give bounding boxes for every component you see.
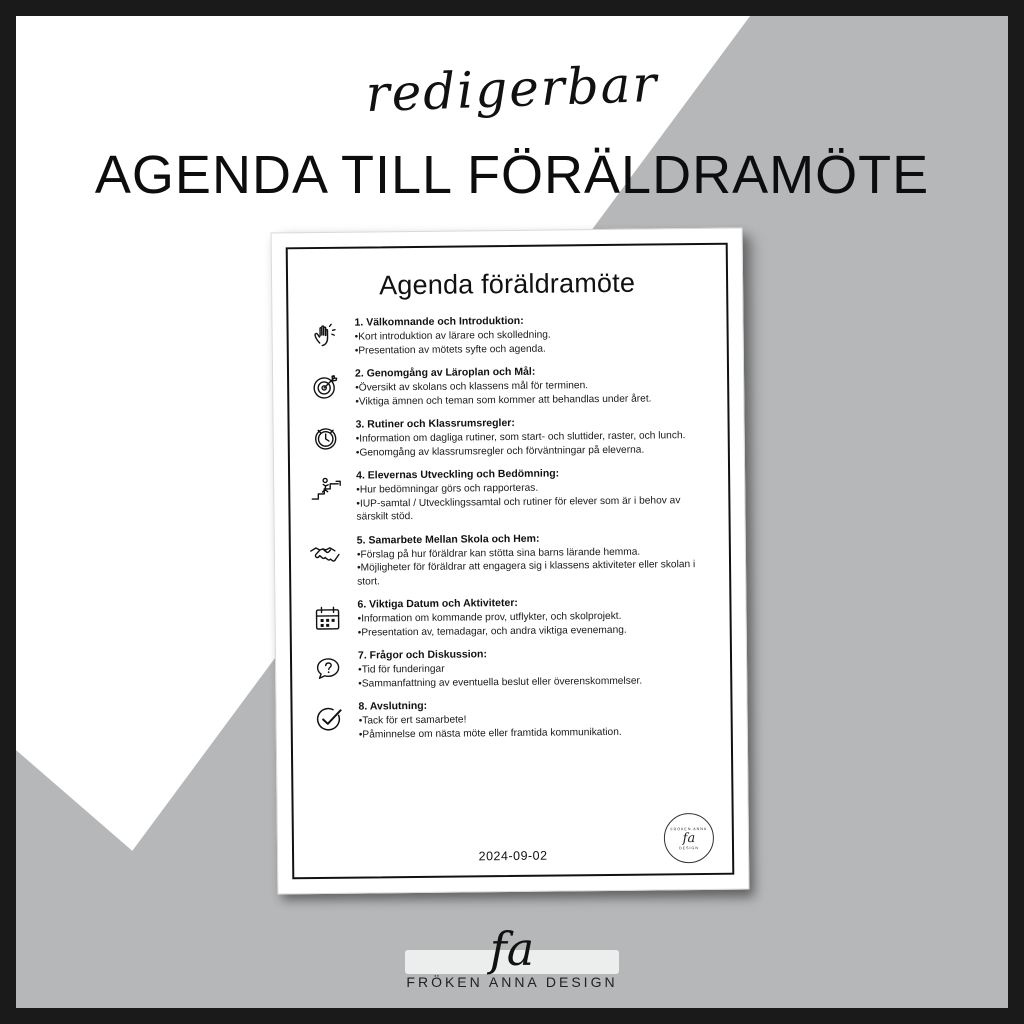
bullet: •Information om kommande prov, utflykter, och skolprojekt. xyxy=(357,611,622,625)
bullet: •Förslag på hur föräldrar kan stötta sina barns lärande hemma. xyxy=(356,546,641,561)
bullet: •Möjligheter för föräldrar att engagera sig i klassens aktiviteter eller skolan i stort. xyxy=(357,559,696,588)
agenda-poster xyxy=(271,228,750,895)
bullet: •Tid för funderingar xyxy=(358,663,445,676)
bullet: •Presentation av mötets syfte och agenda. xyxy=(354,343,546,357)
bullet: •Påminnelse om nästa möte eller framtida kommunikation. xyxy=(358,726,622,741)
calendar-icon xyxy=(305,598,349,638)
item-bullets xyxy=(357,545,711,589)
bullet: •Hur bedömningar görs och rapporteras. xyxy=(356,482,539,496)
brand-logo xyxy=(16,922,1008,990)
bullet: •Tack för ert samarbete! xyxy=(358,714,467,727)
poster-title: Agenda föräldramöte xyxy=(378,267,636,301)
poster-footer xyxy=(300,813,727,871)
bullet: •Genomgång av klassrumsregler och förväntningar på eleverna. xyxy=(355,444,645,459)
poster-date: 2024-09-02 xyxy=(478,848,548,864)
page-title: AGENDA TILL FÖRÄLDRAMÖTE xyxy=(94,145,930,205)
question-bubble-icon xyxy=(306,649,350,689)
item-bullets xyxy=(358,609,712,640)
bullet: •Sammanfattning av eventuella beslut eller överenskommelser. xyxy=(358,675,643,690)
bullet: •Presentation av, temadagar, och andra viktiga evenemang. xyxy=(357,624,627,639)
item-heading: 2. Genomgång av Läroplan och Mål: xyxy=(354,365,536,380)
bullet: •Viktiga ämnen och teman som kommer att behandlas under året. xyxy=(355,393,652,408)
bullet: •Kort introduktion av lärare och skolledning. xyxy=(354,329,551,343)
agenda-list xyxy=(294,312,724,743)
poster-logo-stamp xyxy=(664,813,715,864)
brand-name: FRÖKEN ANNA DESIGN xyxy=(406,974,618,990)
item-heading: 1. Välkomnande och Introduktion: xyxy=(354,314,524,329)
list-item xyxy=(303,363,709,409)
item-heading: 6. Viktiga Datum och Aktiviteter: xyxy=(357,596,518,611)
bullet: •Översikt av skolans och klassens mål för terminen. xyxy=(355,380,589,394)
list-item xyxy=(305,594,711,640)
item-bullets xyxy=(356,429,710,460)
script-heading: redigerbar xyxy=(364,54,660,124)
clock-icon xyxy=(303,418,347,458)
item-bullets xyxy=(359,711,713,742)
list-item xyxy=(304,465,711,525)
list-item xyxy=(306,696,712,742)
checkmark-circle-icon xyxy=(306,700,350,740)
stamp-top-text: FRÖKEN ANNA xyxy=(670,826,708,831)
stamp-bottom-text: DESIGN xyxy=(679,845,699,850)
item-bullets xyxy=(355,378,709,409)
item-heading: 4. Elevernas Utveckling och Bedömning: xyxy=(356,467,560,482)
list-item xyxy=(306,645,712,691)
item-heading: 3. Rutiner och Klassrumsregler: xyxy=(355,417,515,431)
item-bullets xyxy=(358,660,712,691)
stamp-monogram: fa xyxy=(682,830,696,846)
item-bullets xyxy=(356,480,710,524)
handshake-icon xyxy=(305,533,349,573)
stairs-growth-icon xyxy=(304,469,348,509)
list-item xyxy=(305,529,712,589)
list-item xyxy=(302,312,708,358)
item-heading: 8. Avslutning: xyxy=(358,700,428,713)
item-heading: 5. Samarbete Mellan Skola och Hem: xyxy=(356,532,540,547)
brand-monogram: fa xyxy=(489,922,535,976)
target-dart-icon xyxy=(303,367,347,407)
waving-hand-icon xyxy=(302,316,346,356)
item-bullets xyxy=(355,327,709,358)
list-item xyxy=(303,414,709,460)
white-background xyxy=(16,16,1008,1008)
bullet: •Information om dagliga rutiner, som start- och sluttider, raster, och lunch. xyxy=(355,430,686,445)
bullet: •IUP-samtal / Utvecklingssamtal och rutiner för elever som är i behov av särskilt stöd. xyxy=(356,494,681,523)
item-heading: 7. Frågor och Diskussion: xyxy=(357,648,487,662)
